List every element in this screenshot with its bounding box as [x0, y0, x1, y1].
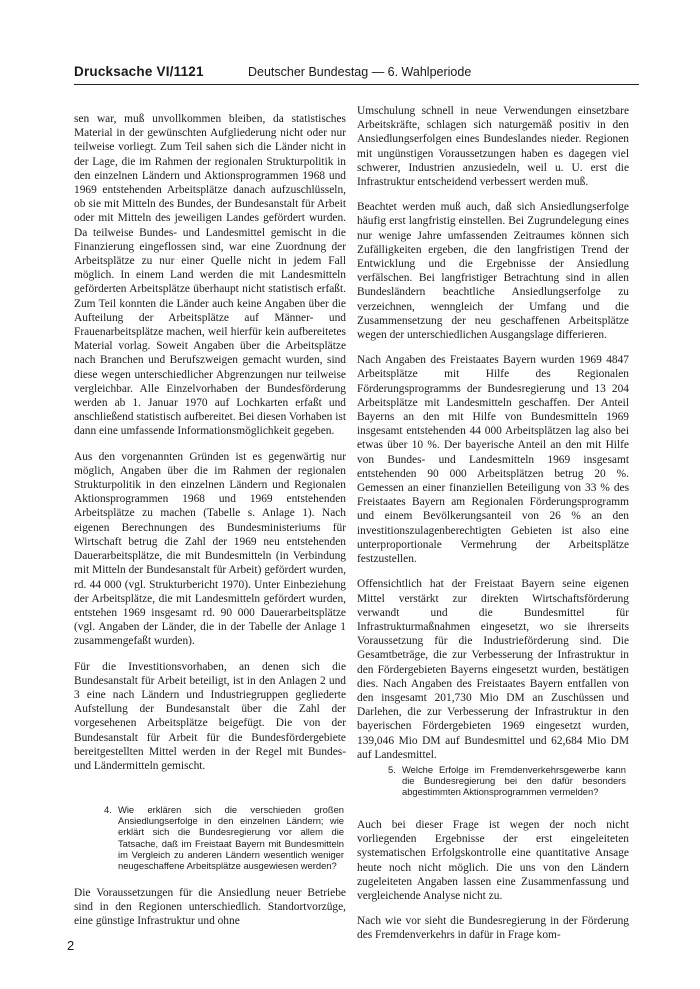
- right-column: [357, 104, 629, 773]
- question-5: [388, 764, 626, 798]
- paragraph: Offensichtlich hat der Freistaat Bayern seine eigenen Mittel verstärkt zur direkten Wirtschaftsförderung verwandt und die Bundesmittel für Infrastrukturmaßnahmen eingesetzt, wo sie ihrerseits Voraussetzung für die Industrieförderung sind. Die Gesamtbeträge, die zur Verbesserung der Infrastruktur in den Fördergebieten Bayerns eingesetzt wurden, bestätigen dies. Nach Angaben des Freistaates Bayern entfallen von den insgesamt 201,730 Mio DM an Zuschüssen und Darlehen, die zur Verbesserung der Infrastruktur in den bayerischen Fördergebieten 1969 eingesetzt wurden, 139,046 Mio DM auf Bundesmittel und 62,684 Mio DM auf Landesmittel.: [357, 578, 629, 761]
- left-column-continuation: [74, 886, 346, 940]
- paragraph: Die Voraussetzungen für die Ansiedlung neuer Betriebe sind in den Regionen unterschiedlich. Standortvorzüge, eine günstige Infrastruktur und ohne: [74, 887, 346, 928]
- paragraph: Nach wie vor sieht die Bundesregierung in der Förderung des Fremdenverkehrs in dafür in Frage kom-: [357, 915, 629, 942]
- paragraph: Aus den vorgenannten Gründen ist es gegenwärtig nur möglich, Angaben über die im Rahmen der regionalen Strukturpolitik in den einzelnen Ländern und Regionalen Aktionsprogrammen 1968 und 1969 entstehenden Arbeitsplätze zu machen (Tabelle s. Anlage 1). Nach eigenen Berechnungen des Bundesministeriums für Wirtschaft betrug die Zahl der 1969 neu entstehenden Dauerarbeitsplätze, die mit Bundesmitteln (in Verbindung mit Mitteln der Bundesanstalt für Arbeit) gefördert wurden, rd. 44 000 (vgl. Strukturbericht 1970). Unter Einbeziehung der Arbeitsplätze, die mit Landesmitteln gefördert wurden, entstehen 1969 insgesamt rd. 90 000 Dauerarbeitsplätze (vgl. Angaben der Länder, die in der Tabelle der Anlage 1 zusammengefaßt wurden).: [74, 450, 346, 648]
- paragraph: Auch bei dieser Frage ist wegen der noch nicht vorliegenden Ergebnisse der erst eingeleiteten systematischen Erfolgskontrolle eine quantitative Ansage heute noch nicht möglich. Die uns von den Ländern zugeleiteten Angaben lassen eine Zusammenfassung und vergleichende Analyse nicht zu.: [357, 819, 629, 903]
- page-header: [74, 64, 634, 84]
- paragraph: Nach Angaben des Freistaates Bayern wurden 1969 4847 Arbeitsplätze mit Hilfe des Regionalen Förderungsprogramms der Bundesregierung und 13 204 Arbeitsplätze mit Landesmitteln geschaffen. Der Anteil Bayerns an den mit Hilfe von Bundesmitteln 1969 insgesamt entstehenden 44 000 Arbeitsplätzen lag also bei etwas über 10 %. Der bayerische Anteil an den mit Hilfe von Bundes- und Landesmitteln 1969 insgesamt entstehenden 90 000 Arbeitsplätzen betrug 20 %. Gemessen an einer finanziellen Beteiligung von 33 % des Freistaates Bayern am Regionalen Förderungsprogramm und einem Bevölkerungsanteil von 26 % an den investitionszulagenberechtigten Gebieten ist also eine unterproportionale Vermehrung der Arbeitsplätze festzustellen.: [357, 354, 629, 566]
- paragraph: sen war, muß unvollkommen bleiben, da statistisches Material in der gewünschten Aufgliederung nicht oder nur teilweise vorliegt. Zum Teil sahen sich die Länder nicht in der Lage, die im Rahmen der regionalen Strukturpolitik in den einzelnen Ländern und Aktionsprogrammen 1968 und 1969 entstehenden Arbeitsplätze danach aufzuschlüsseln, ob sie mit Mitteln des Bundes, der Bundesanstalt für Arbeit oder mit Mitteln des jeweiligen Landes gefördert wurden. Da teilweise Bundes- und Landesmittel gemischt in die Finanzierung eingeflossen sind, war eine Zuordnung der Arbeitsplätze zu nur einer Quelle nicht in jedem Fall möglich. In einem Land werden die mit Landesmitteln geförderten Arbeitsplätze überhaupt nicht statistisch erfaßt. Zum Teil konnten die Länder auch keine Angaben über die Aufteilung der Arbeitsplätze auf Männer- und Frauenarbeitsplätze machen, weil hierfür kein aufbereitetes Material vorlag. Soweit Angaben über die Arbeitsplätze nach Branchen und Berufszweigen gemacht wurden, sind diese wegen unterschiedlicher Abgrenzungen nur teilweise vergleichbar. Alle Einzelvorhaben der Bundesförderung werden ab 1. Januar 1970 auf Lochkarten erfaßt und anschließend statistisch aufbereitet. Bei diesen Vorhaben ist dann eine umfassende Informationsmöglichkeit gegeben.: [74, 113, 346, 438]
- paragraph: Beachtet werden muß auch, daß sich Ansiedlungserfolge häufig erst langfristig einstellen. Bei Zugrundelegung eines nur wenige Jahre umfassenden Zeitraumes können sich Zufälligkeiten ergeben, die den langfristigen Trend der Entwicklung und die Ergebnisse der Ansiedlung verfälschen. Bei langfristiger Betrachtung sind in allen Bundesländern beachtliche Ansiedlungserfolge zu verzeichnen, wenngleich der Umfang und die Zusammensetzung der neu geschaffenen Arbeitsplätze wegen der unterschiedlichen Ausgangslage differieren.: [357, 201, 629, 342]
- question-text: Welche Erfolge im Fremdenverkehrsgewerbe kann die Bundesregierung bei den dafür besonders abgestimmten Aktionsprogrammen vermelden?: [402, 764, 626, 798]
- page-number: 2: [67, 938, 75, 953]
- paragraph: Umschulung schnell in neue Verwendungen einsetzbare Arbeitskräfte, schlagen sich naturgemäß positiv in den Ansiedlungserfolgen eines Bundeslandes nieder. Regionen mit ungünstigen Voraussetzungen haben es dagegen viel schwerer, Industrien anzusiedeln, weil u. U. erst die Infrastruktur entscheidend verbessert werden muß.: [357, 105, 629, 189]
- right-column-continuation: [357, 818, 629, 954]
- header-rule: [74, 84, 639, 85]
- document-number: Drucksache VI/1121: [74, 64, 204, 79]
- parliament-title: Deutscher Bundestag — 6. Wahlperiode: [248, 65, 472, 79]
- question-number: 4.: [104, 804, 112, 815]
- question-number: 5.: [388, 764, 396, 775]
- paragraph: Für die Investitionsvorhaben, an denen sich die Bundesanstalt für Arbeit beteiligt, ist in den Anlagen 2 und 3 eine nach Ländern und Industriegruppen gegliederte Aufstellung der Bundesanstalt über die Zahl der vorgesehenen Arbeitsplätze beigefügt. Die von der Bundesanstalt für Arbeit für die Bundesfördergebiete bereitgestellten Mittel werden in der Regel mit Bundes- und Ländermitteln gemischt.: [74, 660, 346, 772]
- question-text: Wie erklären sich die verschieden großen Ansiedlungserfolge in den einzelnen Ländern; wie erklärt sich die Bundesregierung vor allem die Tatsache, daß im Freistaat Bayern mit Bundesmitteln im Vergleich zu anderen Ländern wesentlich weniger neugeschaffene Arbeitsplätze ausgewiesen werden?: [118, 804, 344, 872]
- question-4: [104, 804, 344, 872]
- left-column: [74, 112, 346, 784]
